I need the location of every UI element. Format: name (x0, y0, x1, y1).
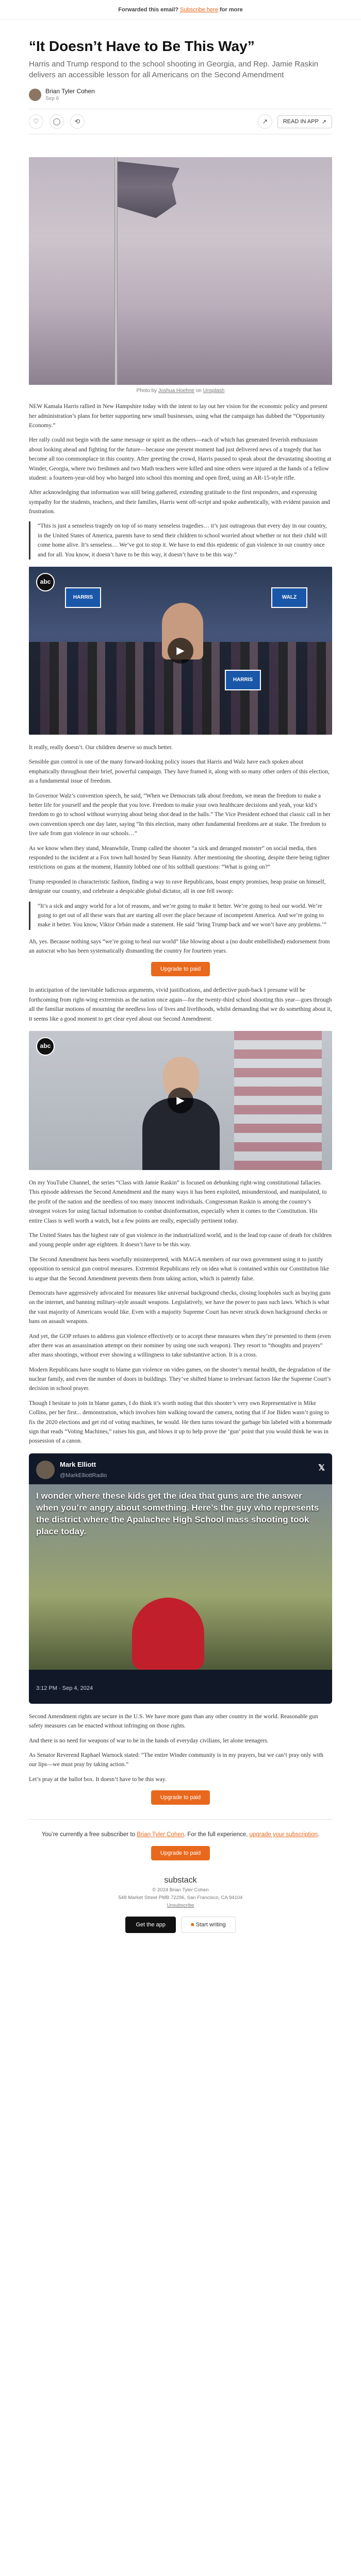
cta-suffix: . (317, 1832, 320, 1838)
paragraph: And there is no need for weapons of war to be in the hands of everyday civilians, let alone teenagers. (29, 1737, 269, 1744)
photo-caption (29, 388, 332, 394)
paragraph: Trump responded in characteristic fashion, finding a way to rave Republicans, boast empty promises, heap praise on himself, denigrate our country, and celebrate a despicable global dictator, all in one fell swoop: (29, 878, 326, 895)
x-logo-icon[interactable]: 𝕏 (318, 1463, 325, 1472)
top-forward-bar (0, 0, 361, 20)
forward-suffix: for more (218, 6, 243, 13)
tweet-header (29, 1453, 332, 1486)
caption-mid: on (194, 388, 203, 394)
paragraph: Sensible gun control is one of the many forward-looking policy issues that Harris and Walz have each spoken about emphatically throughout their brief, powerful campaign. They have framed it, along with so many other orders of this election, as a fundamental issue of freedom. (29, 759, 330, 785)
paragraph: On my YouTube Channel, the series “Class with Jamie Raskin” is focused on debunking right-wing constitutional fallacies. This episode addresses the Second Amendment and the many ways it has been exploited, misunderstood, and manipulated, to the profit of the nation and the needless of too many innocent individuals. Congressman Raskin is among the country’s strongest voices for using factual information to combat disinformation, especially when it comes to the Constitution. His entire Class is well worth a watch, but a few points are really, especially pertinent today. (29, 1180, 327, 1224)
campaign-sign: HARRIS (65, 587, 101, 608)
paragraph: As we know when they stand, Meanwhile, Trump called the shooter “a sick and deranged monster” on social media, then responded to the incident at a Fox town hall hosted by Sean Hannity. After mentioning the shooting, despite there being tighter restrictions on guns at the moment, Hannity lobbed one of his softball questions: “What is going on?” (29, 845, 330, 871)
paragraph: Modern Republicans have sought to blame gun violence on video games, on the shooter’s mental health, the degradation of the nuclear family, and even the number of doors in buildings. They’ve shifted blame to irrelevant factors like the Supreme Court’s decision in school prayer. (29, 1366, 331, 1392)
paragraph: Ah, yes. Because nothing says “we’re going to heal our world” like blowing about a (no doubt embellished) endorsement from an autocrat who has been systematically dismantling the country for fourteen years. (29, 938, 330, 955)
read-in-app-label: READ IN APP (283, 118, 319, 125)
embedded-tweet[interactable] (29, 1453, 332, 1704)
upgrade-button[interactable]: Upgrade to paid (151, 1790, 210, 1805)
embedded-video-raskin[interactable] (29, 1031, 332, 1170)
get-app-button[interactable]: Get the app (125, 1917, 176, 1933)
paragraph: The United States has the highest rate of gun violence in the industrialized world, and is the lead top cause of death for children and young people under age eighteen. It doesn’t have to be this way. (29, 1232, 332, 1248)
cta-mid: . For the full experience, (184, 1832, 250, 1838)
paragraph: Democrats have aggressively advocated for measures like universal background checks, closing loopholes such as buying guns on the internet, and banning military-style assault weapons. Legislatively, we have the power to pass such laws. Which is what the vast majority of Americans would like. Even with a majority Supreme Court has never struck down background checks or bans on assault weapons. (29, 1290, 331, 1325)
flag-background (234, 1031, 322, 1170)
embedded-video-harris[interactable] (29, 567, 332, 735)
paragraph: In anticipation of the inevitable ludicrous arguments, vivid justifications, and deflective push-back I presume will be forthcoming from right-wing extremists as the nation once again—for the twenty-third school shooting this year—goes through all the familiar motions of mourning the needless loss of lives and livelihoods, whilst demanding that we do something about it, it seems like a good moment to get clear eyed about our Second Amendment. (29, 987, 332, 1022)
paragraph: Though I hesitate to join in blame games, I do think it’s worth noting that this shooter’s very own Representative is Mike Collins, per her first... demonstration, which involves him walking toward the camera, noting that if Joe Biden wasn’t going to fix the 2020 elections and get rid of voting machines, he would. He then turns toward the garbage bin labeled with a homemade sign that reads “Voting Machines,” raises his gun, and blows it up to help prove the ‘gun’ point that you would think he was in possession of a canon. (29, 1400, 332, 1445)
post-title[interactable]: “It Doesn’t Have to Be This Way” (29, 38, 255, 54)
paragraph: As Senator Reverend Raphael Warnock stated: “The entire Winder community is in my prayers, but we can’t pray only with our lips—we must pray by taking action.” (29, 1752, 323, 1768)
paragraph: Second Amendment rights are secure in the U.S. We have more guns than any other country in the world. Reasonable gun safety measures can be enacted without infringing on those rights. (29, 1713, 318, 1730)
paragraph: After acknowledging that information was still being gathered, extending gratitude to the first responders, and expressing sympathy for the students, teachers, and their families, Harris went off-script and spoke authentically, with evident passion and frustration. (29, 489, 330, 515)
restack-icon[interactable]: ⟲ (70, 114, 85, 129)
tweet-person (132, 1598, 204, 1670)
read-in-app-button[interactable] (277, 115, 332, 128)
abc-logo: abc (36, 1037, 55, 1056)
footer (29, 1876, 332, 1933)
heart-icon[interactable]: ♡ (29, 114, 43, 129)
tweet-text: I wonder where these kids get the idea that guns are the answer when you’re angry about something. Here’s the guy who represents the district where the Apalachee High School mass shooting took place today. (36, 1490, 319, 1536)
raskin-figure (142, 1057, 220, 1170)
comment-icon[interactable]: ◯ (50, 114, 64, 129)
flagpole (114, 157, 118, 385)
footer-cta (29, 1819, 332, 1860)
footer-cta-line (29, 1830, 332, 1839)
upgrade-subscription-link[interactable]: upgrade your subscription (249, 1832, 318, 1838)
paragraph: And yet, the GOP refuses to address gun violence effectively or to accept these measures when they’re presented to them (even after there was an assassination attempt on their nominee by using one such weapon). They resort to “thoughts and prayers” after mass shootings, without ever showing a willingness to take substantive action. It is a cross. (29, 1333, 331, 1359)
start-writing-label: Start writing (195, 1921, 226, 1928)
flag (118, 161, 179, 218)
abc-logo: abc (36, 573, 55, 591)
paragraph: NEW Kamala Harris rallied in New Hampshire today with the intent to lay out her vision for the economic policy and present her administration’s plans for better supporting new small businesses, using what the campaign has dubbed the “Opportunity Economy.” (29, 403, 327, 429)
post-container (29, 38, 332, 1933)
publication-link[interactable]: Brian Tyler Cohen (137, 1832, 185, 1838)
play-icon[interactable]: ▶ (168, 1088, 193, 1113)
tweet-author-handle[interactable]: @MarkElliottRadio (60, 1472, 107, 1479)
author-name[interactable]: Brian Tyler Cohen (45, 88, 95, 95)
forward-notice (118, 7, 243, 13)
post-subtitle: Harris and Trump respond to the school shooting in Georgia, and Rep. Jamie Raskin delivers an accessible lesson for all Americans on the Second Amendment (29, 60, 319, 80)
substack-dot-icon: ■ (190, 1921, 196, 1928)
action-bar (29, 109, 332, 134)
author-avatar[interactable] (29, 89, 41, 101)
post-body (29, 402, 332, 1805)
unsubscribe-link[interactable]: Unsubscribe (167, 1902, 194, 1908)
blockquote: “It’s a sick and angry world for a lot of reasons, and we’re going to make it better. We’re going to heal our world. We’re going to get out of all these wars that are starting all over the place because of incompetent America. And we’re going to make it better. You know, Viktor Orbán made a statement. He said ‘bring Trump back and we won’t have any problems.’” (29, 902, 332, 930)
upgrade-button[interactable]: Upgrade to paid (151, 962, 210, 976)
campaign-sign: HARRIS (225, 670, 261, 690)
photographer-link[interactable]: Joshua Hoehne (158, 388, 194, 394)
paragraph: Her rally could not begin with the same message or spirit as the others—each of which has generated feverish enthusiasm about looking ahead and fighting for the future—because one present moment had just delivered news of a tragedy that has become all too commonplace in this country. After greeting the crowd, Harris paused to speak about the devastating shooting at Winder, Georgia, where two freshmen and two Math teachers were killed and nine others were injured at the hands of a fellow student: a fourteen-year-old boy who barged into school this morning and open fired, using an AR-15-style rifle. (29, 437, 332, 481)
tweet-author-name[interactable]: Mark Elliott (60, 1460, 96, 1468)
blockquote: “This is just a senseless tragedy on top of so many senseless tragedies… it’s just outrageous that every day in our country, in the United States of America, parents have to send their children to school worried about whether or not their child will come home alive. It’s senseless… We’ve got to stop it. We have to end this epidemic of gun violence in our country once and for all. You know, it doesn’t have to be this way, it doesn’t have to be this way.” (29, 521, 332, 560)
upgrade-button[interactable]: Upgrade to paid (151, 1846, 210, 1860)
byline (29, 88, 332, 101)
paragraph: Let’s pray at the ballot box. It doesn’t have to be this way. (29, 1776, 167, 1783)
hero-image-flag (29, 157, 332, 385)
post-date: Sep 6 (45, 96, 59, 102)
subscribe-link[interactable]: Subscribe here (180, 6, 219, 13)
paragraph: In Governor Walz’s convention speech, he said, “When we Democrats talk about freedom, we mean the freedom to make a better life for yourself and the people that you love. Freedom to make your own healthcare decisions and yeah, your kid’s freedom to go to school without worrying about being shot dead in the halls.” The Vice President echoed that classic call in her own convention speech one day later, saying “In this election, many other fundamental freedoms are at stake. The freedom to live safe from gun violence in our schools…” (29, 792, 331, 837)
cta-prefix: You’re currently a free subscriber to (41, 1832, 137, 1838)
tweet-avatar[interactable] (36, 1461, 55, 1479)
start-writing-button[interactable] (181, 1917, 236, 1933)
unsubscribe (29, 1903, 332, 1908)
forward-prefix: Forwarded this email? (118, 6, 180, 13)
campaign-sign: WALZ (271, 587, 307, 608)
external-link-icon: ↗ (321, 118, 326, 125)
share-icon[interactable]: ↗ (258, 114, 272, 129)
copyright: © 2024 Brian Tyler Cohen (152, 1887, 209, 1893)
play-icon[interactable]: ▶ (168, 638, 193, 664)
caption-prefix: Photo by (136, 388, 158, 394)
tweet-timestamp[interactable]: 3:12 PM · Sep 4, 2024 (36, 1685, 93, 1692)
unsplash-link[interactable]: Unsplash (203, 388, 225, 394)
address: 548 Market Street PMB 72296, San Francisco, CA 94104 (118, 1894, 243, 1901)
paragraph: The Second Amendment has been woefully misinterpreted, with MAGA members of our own government using it to justify opposition to sensical gun control measures. Extremist Republicans rely on idea what is contained within our Constitution like to argue that the Second Amendment prevents them from taking action, which is patently false. (29, 1256, 329, 1282)
substack-logo: substack (164, 1875, 197, 1885)
paragraph: It really, really doesn’t. Our children deserve so much better. (29, 744, 173, 751)
